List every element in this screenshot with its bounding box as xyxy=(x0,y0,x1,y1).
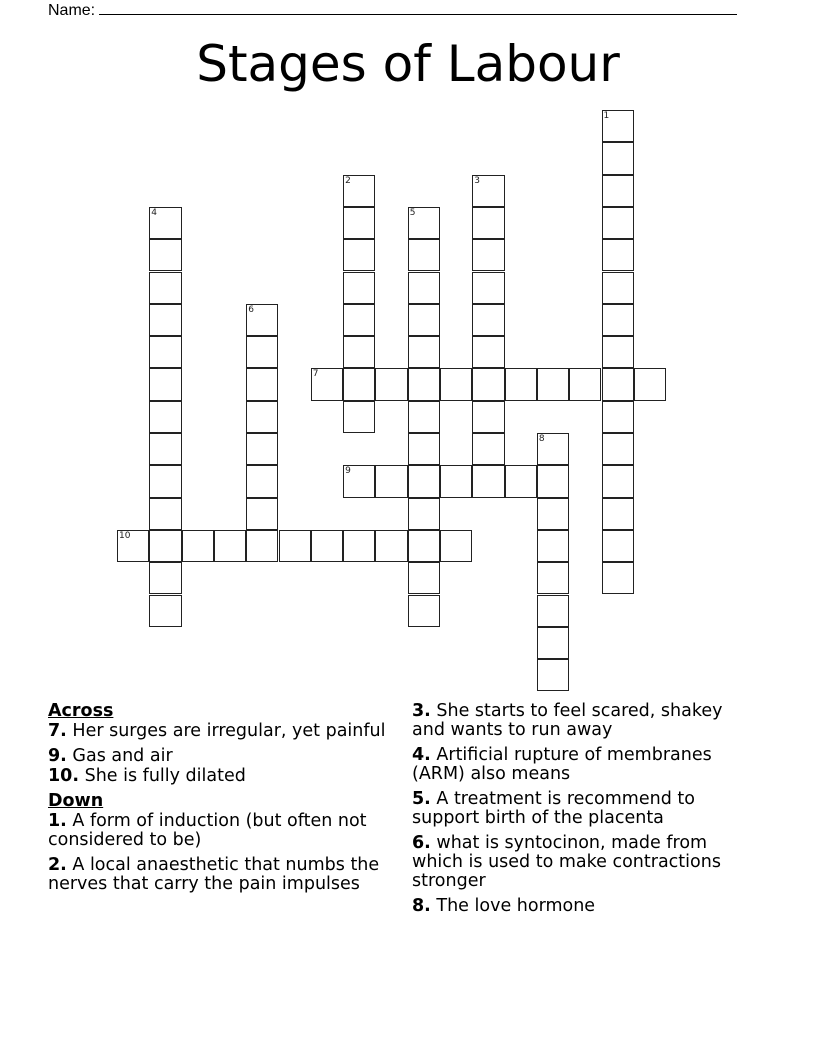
clue-number: 5. xyxy=(412,789,431,809)
grid-cell[interactable] xyxy=(472,401,504,433)
grid-cell[interactable] xyxy=(246,530,278,562)
grid-cell[interactable] xyxy=(537,627,569,659)
clue-number: 6. xyxy=(412,833,431,853)
clue-text: The love hormone xyxy=(436,896,596,916)
page-title: Stages of Labour xyxy=(196,35,620,93)
grid-cell[interactable] xyxy=(602,110,634,142)
clue-text: what is syntocinon, made from which is used to make contractions stronger xyxy=(412,833,721,891)
grid-cell[interactable] xyxy=(440,465,472,497)
grid-cell[interactable] xyxy=(279,530,311,562)
clue-number-label: 3 xyxy=(474,175,481,186)
grid-cell[interactable] xyxy=(149,272,181,304)
grid-cell[interactable] xyxy=(343,207,375,239)
grid-cell[interactable] xyxy=(246,304,278,336)
grid-cell[interactable] xyxy=(537,659,569,691)
clue-number-label: 5 xyxy=(409,207,416,218)
grid-cell[interactable] xyxy=(149,239,181,271)
grid-cell[interactable] xyxy=(343,336,375,368)
clue-number: 4. xyxy=(412,745,431,765)
grid-cell[interactable] xyxy=(117,530,149,562)
grid-cell[interactable] xyxy=(602,304,634,336)
grid-cell[interactable] xyxy=(537,595,569,627)
clue-down-2 xyxy=(48,856,388,894)
clue-text: Her surges are irregular, yet painful xyxy=(72,721,386,741)
grid-cell[interactable] xyxy=(505,368,537,400)
grid-cell[interactable] xyxy=(149,336,181,368)
grid-cell[interactable] xyxy=(214,530,246,562)
grid-cell[interactable] xyxy=(602,207,634,239)
grid-cell[interactable] xyxy=(343,175,375,207)
grid-cell[interactable] xyxy=(602,175,634,207)
grid-cell[interactable] xyxy=(343,239,375,271)
grid-cell[interactable] xyxy=(408,595,440,627)
grid-cell[interactable] xyxy=(537,530,569,562)
grid-cell[interactable] xyxy=(343,272,375,304)
grid-cell[interactable] xyxy=(408,465,440,497)
grid-cell[interactable] xyxy=(246,401,278,433)
grid-cell[interactable] xyxy=(311,368,343,400)
clues-right-column xyxy=(412,702,752,922)
grid-cell[interactable] xyxy=(602,465,634,497)
clue-number-label: 9 xyxy=(345,466,351,477)
clue-text: She starts to feel scared, shakey and wants to run away xyxy=(412,701,723,740)
clue-text: Artificial rupture of membranes (ARM) also means xyxy=(412,745,712,784)
clue-number: 7. xyxy=(48,721,67,741)
grid-cell[interactable] xyxy=(472,433,504,465)
clue-number-label: 4 xyxy=(151,207,158,218)
clue-number: 2. xyxy=(48,855,67,875)
grid-cell[interactable] xyxy=(246,336,278,368)
grid-cell[interactable] xyxy=(634,368,666,400)
clue-text: A local anaesthetic that numbs the nerves that carry the pain impulses xyxy=(48,855,380,894)
clue-number-label: 10 xyxy=(119,530,131,541)
grid-cell[interactable] xyxy=(537,562,569,594)
clue-number-label: 6 xyxy=(248,304,254,315)
grid-cell[interactable] xyxy=(472,239,504,271)
grid-cell[interactable] xyxy=(602,433,634,465)
grid-cell[interactable] xyxy=(602,368,634,400)
grid-cell[interactable] xyxy=(440,368,472,400)
grid-cell[interactable] xyxy=(408,207,440,239)
grid-cell[interactable] xyxy=(182,530,214,562)
clue-text: Gas and air xyxy=(72,746,173,766)
grid-cell[interactable] xyxy=(440,530,472,562)
clue-down-1 xyxy=(48,812,388,850)
grid-cell[interactable] xyxy=(343,530,375,562)
grid-cell[interactable] xyxy=(537,368,569,400)
grid-cell[interactable] xyxy=(408,336,440,368)
grid-cell[interactable] xyxy=(343,401,375,433)
grid-cell[interactable] xyxy=(602,142,634,174)
name-label: Name: xyxy=(48,2,96,19)
grid-cell[interactable] xyxy=(537,465,569,497)
grid-cell[interactable] xyxy=(602,562,634,594)
grid-cell[interactable] xyxy=(602,401,634,433)
grid-cell[interactable] xyxy=(246,465,278,497)
grid-cell[interactable] xyxy=(343,304,375,336)
grid-cell[interactable] xyxy=(602,336,634,368)
clue-text: A form of induction (but often not considered to be) xyxy=(48,811,367,850)
grid-cell[interactable] xyxy=(311,530,343,562)
grid-cell[interactable] xyxy=(537,433,569,465)
grid-cell[interactable] xyxy=(246,498,278,530)
clue-text: She is fully dilated xyxy=(84,766,246,786)
grid-cell[interactable] xyxy=(408,368,440,400)
grid-cell[interactable] xyxy=(375,465,407,497)
clue-across-7 xyxy=(48,722,388,741)
grid-cell[interactable] xyxy=(149,304,181,336)
clue-number: 10. xyxy=(48,766,80,786)
grid-cell[interactable] xyxy=(472,175,504,207)
grid-cell[interactable] xyxy=(472,272,504,304)
grid-cell[interactable] xyxy=(149,530,181,562)
grid-cell[interactable] xyxy=(602,498,634,530)
grid-cell[interactable] xyxy=(472,207,504,239)
grid-cell[interactable] xyxy=(408,401,440,433)
grid-cell[interactable] xyxy=(246,368,278,400)
grid-cell[interactable] xyxy=(408,498,440,530)
grid-cell[interactable] xyxy=(149,562,181,594)
grid-cell[interactable] xyxy=(408,272,440,304)
grid-cell[interactable] xyxy=(149,433,181,465)
clue-down-4 xyxy=(412,746,752,784)
clue-number: 8. xyxy=(412,896,431,916)
grid-cell[interactable] xyxy=(602,530,634,562)
clue-number-label: 8 xyxy=(538,434,545,444)
clue-down-8 xyxy=(412,897,752,916)
grid-cell[interactable] xyxy=(149,595,181,627)
grid-cell[interactable] xyxy=(602,272,634,304)
grid-cell[interactable] xyxy=(408,562,440,594)
clue-number-label: 2 xyxy=(345,175,351,186)
grid-cell[interactable] xyxy=(472,368,504,400)
grid-cell[interactable] xyxy=(246,433,278,465)
grid-cell[interactable] xyxy=(149,498,181,530)
grid-cell[interactable] xyxy=(472,304,504,336)
grid-cell[interactable] xyxy=(375,368,407,400)
down-heading: Down xyxy=(48,791,104,811)
grid-cell[interactable] xyxy=(408,239,440,271)
grid-cell[interactable] xyxy=(149,368,181,400)
clues-left-column xyxy=(48,702,388,900)
clue-number-label: 1 xyxy=(603,111,610,121)
clue-number: 9. xyxy=(48,746,67,766)
grid-cell[interactable] xyxy=(408,433,440,465)
across-heading: Across xyxy=(48,701,114,721)
clue-number: 3. xyxy=(412,701,431,721)
grid-cell[interactable] xyxy=(149,401,181,433)
grid-cell[interactable] xyxy=(408,530,440,562)
clue-down-3 xyxy=(412,702,752,740)
clue-down-6 xyxy=(412,834,752,891)
clue-across-10 xyxy=(48,767,388,786)
grid-cell[interactable] xyxy=(472,465,504,497)
grid-cell[interactable] xyxy=(375,530,407,562)
grid-cell[interactable] xyxy=(472,336,504,368)
clue-text: A treatment is recommend to support birth of the placenta xyxy=(412,789,695,828)
grid-cell[interactable] xyxy=(343,368,375,400)
clue-number: 1. xyxy=(48,811,67,831)
grid-cell[interactable] xyxy=(537,498,569,530)
clue-number-label: 7 xyxy=(312,369,319,380)
grid-cell[interactable] xyxy=(408,304,440,336)
grid-cell[interactable] xyxy=(602,239,634,271)
grid-cell[interactable] xyxy=(505,465,537,497)
grid-cell[interactable] xyxy=(149,207,181,239)
clue-across-9 xyxy=(48,747,388,766)
clue-down-5 xyxy=(412,790,752,828)
grid-cell[interactable] xyxy=(569,368,601,400)
grid-cell[interactable] xyxy=(149,465,181,497)
grid-cell[interactable] xyxy=(343,465,375,497)
